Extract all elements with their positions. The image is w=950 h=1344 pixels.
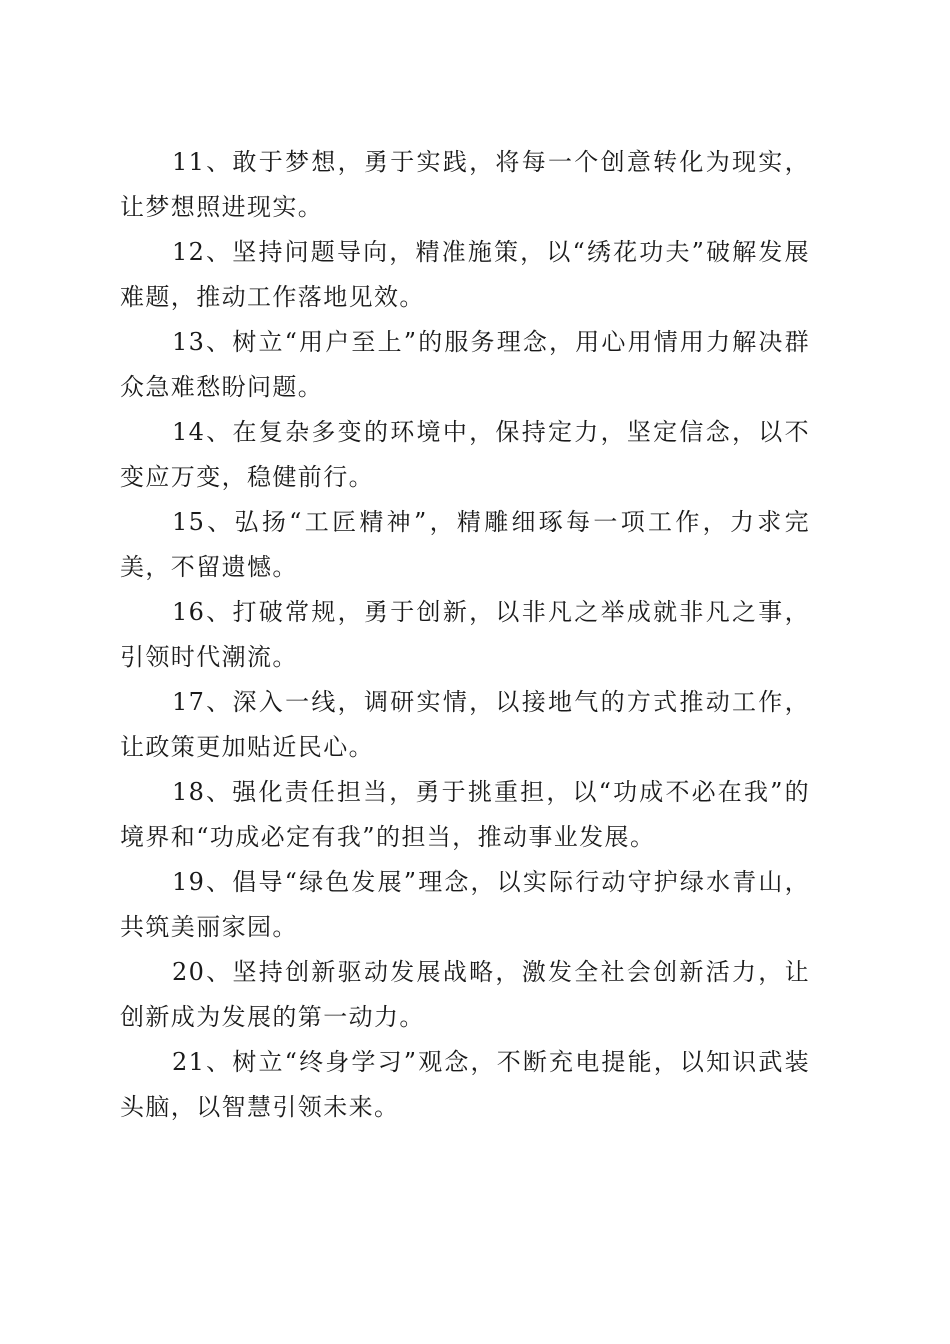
paragraph-19: 19、倡导“绿色发展”理念，以实际行动守护绿水青山，共筑美丽家园。 bbox=[120, 868, 810, 941]
paragraph-11: 11、敢于梦想，勇于实践，将每一个创意转化为现实，让梦想照进现实。 bbox=[120, 148, 810, 221]
paragraph-15: 15、弘扬“工匠精神”，精雕细琢每一项工作，力求完美，不留遗憾。 bbox=[120, 508, 810, 581]
paragraph-21: 21、树立“终身学习”观念，不断充电提能，以知识武装头脑，以智慧引领未来。 bbox=[120, 1048, 810, 1121]
paragraph-16: 16、打破常规，勇于创新，以非凡之举成就非凡之事，引领时代潮流。 bbox=[120, 598, 810, 671]
paragraph-14: 14、在复杂多变的环境中，保持定力，坚定信念，以不变应万变，稳健前行。 bbox=[120, 418, 810, 491]
paragraph-20: 20、坚持创新驱动发展战略，激发全社会创新活力，让创新成为发展的第一动力。 bbox=[120, 958, 810, 1031]
paragraph-13: 13、树立“用户至上”的服务理念，用心用情用力解决群众急难愁盼问题。 bbox=[120, 328, 810, 401]
paragraph-17: 17、深入一线，调研实情，以接地气的方式推动工作，让政策更加贴近民心。 bbox=[120, 688, 810, 761]
paragraph-18: 18、强化责任担当，勇于挑重担，以“功成不必在我”的境界和“功成必定有我”的担当，推动事业发展。 bbox=[120, 778, 810, 851]
paragraph-12: 12、坚持问题导向，精准施策，以“绣花功夫”破解发展难题，推动工作落地见效。 bbox=[120, 238, 810, 311]
document-body bbox=[120, 140, 810, 1130]
